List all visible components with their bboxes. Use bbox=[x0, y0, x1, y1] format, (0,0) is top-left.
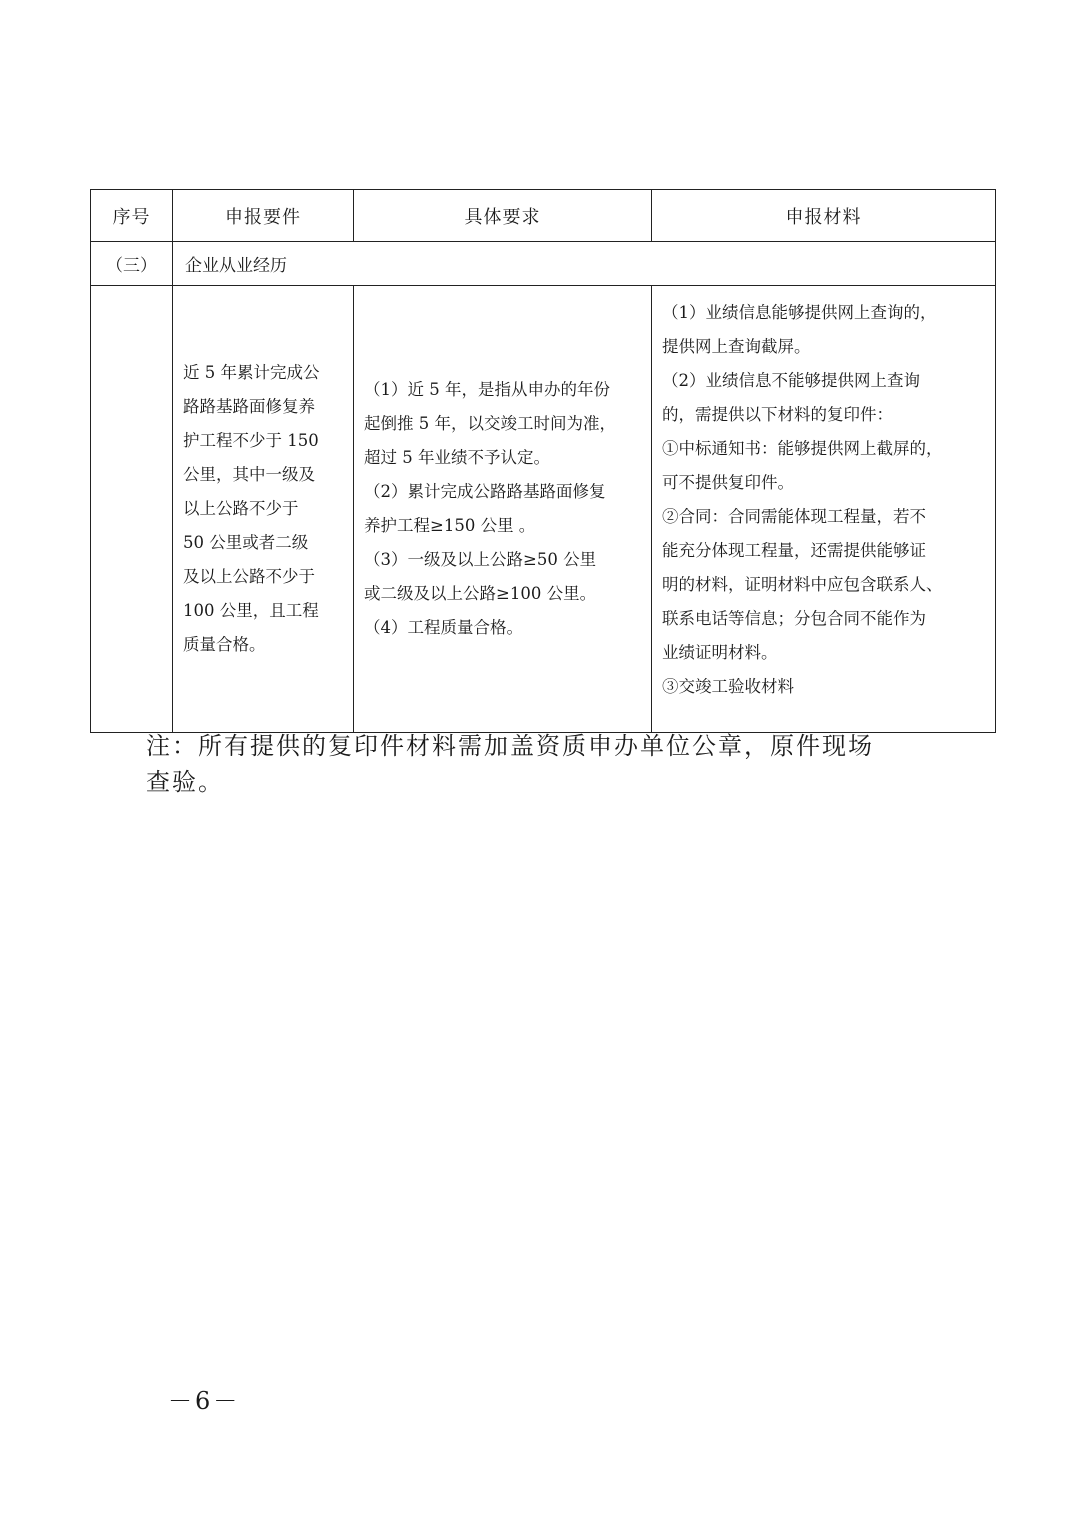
row-number bbox=[91, 286, 173, 733]
element-line: 100 公里，且工程 bbox=[183, 601, 319, 620]
requirement-line: 超过 5 年业绩不予认定。 bbox=[364, 448, 550, 467]
header-element: 申报要件 bbox=[173, 190, 354, 242]
requirement-line: （3）一级及以上公路≥50 公里 bbox=[364, 550, 597, 569]
requirement-line: 起倒推 5 年，以交竣工时间为准， bbox=[364, 414, 616, 433]
element-line: 公里，其中一级及 bbox=[183, 465, 315, 484]
material-line: 能充分体现工程量，还需提供能够证 bbox=[662, 541, 926, 560]
table-row bbox=[91, 286, 996, 733]
section-number: （三） bbox=[91, 242, 173, 286]
material-line: （2）业绩信息不能够提供网上查询 bbox=[662, 371, 920, 390]
element-line: 近 5 年累计完成公 bbox=[183, 363, 320, 382]
element-line: 路路基路面修复养 bbox=[183, 397, 315, 416]
footnote bbox=[146, 728, 966, 800]
section-title: 企业从业经历 bbox=[173, 242, 996, 286]
requirement-line: 或二级及以上公路≥100 公里。 bbox=[364, 584, 597, 603]
requirements-table bbox=[90, 189, 996, 733]
header-number: 序号 bbox=[91, 190, 173, 242]
page-number: －6－ bbox=[168, 1387, 241, 1415]
material-line: 提供网上查询截屏。 bbox=[662, 337, 811, 356]
section-row bbox=[91, 242, 996, 286]
footnote-line: 查验。 bbox=[146, 768, 224, 796]
materials-cell bbox=[652, 286, 996, 733]
requirement-line: 养护工程≥150 公里 。 bbox=[364, 516, 536, 535]
table-header-row bbox=[91, 190, 996, 242]
material-line: 业绩证明材料。 bbox=[662, 643, 778, 662]
material-line: 明的材料，证明材料中应包含联系人、 bbox=[662, 575, 943, 594]
material-line: 可不提供复印件。 bbox=[662, 473, 794, 492]
header-requirement: 具体要求 bbox=[354, 190, 652, 242]
element-line: 50 公里或者二级 bbox=[183, 533, 309, 552]
requirement-line: （4）工程质量合格。 bbox=[364, 618, 523, 637]
requirement-line: （1）近 5 年，是指从申办的年份 bbox=[364, 380, 610, 399]
material-line: ①中标通知书：能够提供网上截屏的， bbox=[662, 439, 943, 458]
element-line: 以上公路不少于 bbox=[183, 499, 299, 518]
material-line: （1）业绩信息能够提供网上查询的， bbox=[662, 303, 937, 322]
footnote-line: 注：所有提供的复印件材料需加盖资质申办单位公章，原件现场 bbox=[146, 732, 874, 760]
material-line: 的，需提供以下材料的复印件： bbox=[662, 405, 893, 424]
material-line: 联系电话等信息；分包合同不能作为 bbox=[662, 609, 926, 628]
element-line: 及以上公路不少于 bbox=[183, 567, 315, 586]
requirement-line: （2）累计完成公路路基路面修复 bbox=[364, 482, 606, 501]
requirement-cell bbox=[354, 286, 652, 733]
header-materials: 申报材料 bbox=[652, 190, 996, 242]
material-line: ②合同：合同需能体现工程量，若不 bbox=[662, 507, 926, 526]
material-line: ③交竣工验收材料 bbox=[662, 677, 794, 696]
element-cell bbox=[173, 286, 354, 733]
element-line: 质量合格。 bbox=[183, 635, 266, 654]
element-line: 护工程不少于 150 bbox=[183, 431, 319, 450]
